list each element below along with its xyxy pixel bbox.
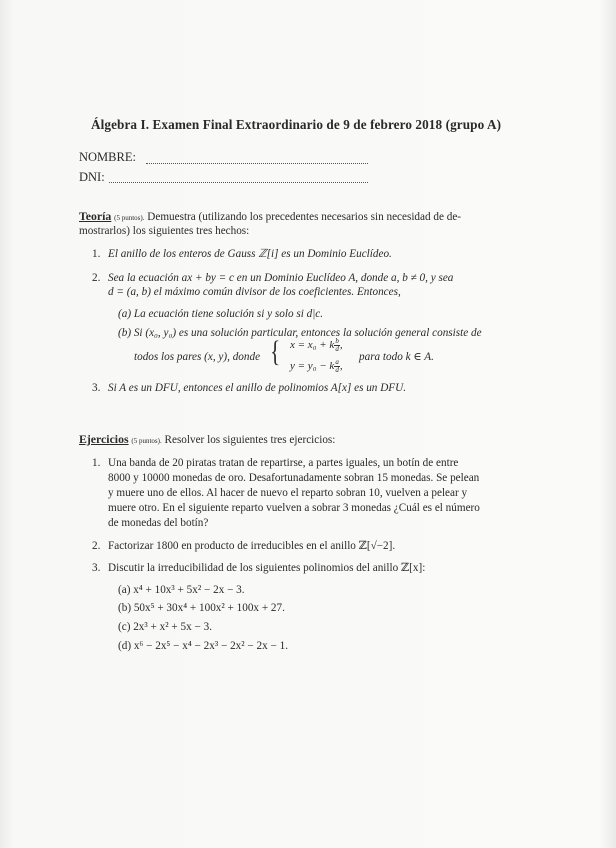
teoria-item-2a: (a) La ecuación tiene solución si y solo si d|c. [118, 308, 324, 320]
polynomial-item: (d) x⁶ − 2x⁵ − x⁴ − 2x³ − 2x² − 2x − 1. [118, 640, 288, 652]
teoria-item-number: 2. [92, 272, 101, 284]
ejercicio-item-number: 2. [92, 540, 101, 552]
ejercicios-intro [79, 432, 335, 449]
teoria-item-2b-suffix: para todo k ∈ A. [359, 351, 434, 363]
fraction-den: d [335, 366, 339, 374]
name-field-line [146, 163, 368, 164]
equation-x: x = x₀ + k $\frac{b}{d}$ , [290, 337, 343, 353]
teoria-points: (5 puntos). [114, 214, 145, 222]
polynomial-item: (a) x⁴ + 10x³ + 5x² − 2x − 3. [118, 584, 245, 596]
teoria-item-2b-prefix: todos los pares (x, y), donde [134, 351, 261, 363]
ejercicio-2: Factorizar 1800 en producto de irreducibles en el anillo ℤ[√−2]. [108, 540, 396, 552]
fraction-b-over-d [334, 338, 340, 353]
ejercicio-1-line: Una banda de 20 piratas tratan de repartirse, a partes iguales, un botín de entre [108, 457, 459, 469]
ejercicio-1-line: 8000 y 10000 monedas de oro. Desafortunadamente sobran 15 monedas. Se pelean [108, 472, 480, 484]
ejercicio-1-line: de monedas del botín? [108, 517, 209, 529]
left-brace: { [270, 335, 281, 368]
teoria-heading: Teoría [79, 209, 112, 223]
ejercicio-1-line: y muere uno de ellos. Al hacer de nuevo el reparto sobran 10, vuelven a pelear y [108, 487, 468, 499]
teoria-item-number: 1. [92, 248, 101, 260]
teoria-item-3: Si A es un DFU, entonces el anillo de polinomios A[x] es un DFU. [108, 382, 406, 394]
ejercicio-item-number: 1. [92, 457, 101, 469]
teoria-intro-line2: mostrarlos) los siguientes tres hechos: [79, 225, 250, 237]
teoria-intro-text: Demuestra (utilizando los precedentes necesarios sin necesidad de de- [147, 211, 462, 223]
fraction-a-over-d [334, 359, 340, 374]
teoria-item-number: 3. [92, 382, 101, 394]
ejercicios-intro-text: Resolver los siguientes tres ejercicios: [164, 434, 336, 446]
teoria-item-2b-line1: (b) Si (x₀, y₀) es una solución particular, entonces la solución general consiste de [118, 327, 482, 339]
exam-title: Álgebra I. Examen Final Extraordinario de 9 de febrero 2018 (grupo A) [91, 117, 502, 132]
fraction-den: d [335, 345, 339, 353]
ejercicio-item-number: 3. [92, 562, 101, 574]
polynomial-item: (c) 2x³ + x² + 5x − 3. [118, 621, 212, 633]
teoria-item-1: El anillo de los enteros de Gauss ℤ[i] es un Dominio Euclídeo. [108, 248, 392, 260]
teoria-item-2-line2: d = (a, b) el máximo común divisor de los coeficientes. Entonces, [108, 286, 401, 298]
fraction-num: b [335, 337, 339, 345]
ejercicio-1-line: muere otro. En el siguiente reparto vuelven a sobrar 3 monedas ¿Cuál es el número [108, 502, 480, 514]
equation-y: y = y₀ − k $\frac{a}{d}$ , [290, 358, 343, 374]
name-label: NOMBRE: [79, 150, 136, 164]
dni-field-line [109, 182, 368, 183]
dni-label: DNI: [79, 170, 105, 184]
equation-y-text: y = y₀ − k [290, 360, 335, 373]
ejercicio-3: Discutir la irreducibilidad de los siguientes polinomios del anillo ℤ[x]: [108, 562, 426, 574]
fraction-num: a [335, 358, 339, 366]
equation-x-text: x = x₀ + k [290, 339, 335, 352]
polynomial-item: (b) 50x⁵ + 30x⁴ + 100x² + 100x + 27. [118, 602, 285, 614]
ejercicios-heading: Ejercicios [79, 432, 129, 446]
teoria-item-2-line1: Sea la ecuación ax + by = c en un Dominio Euclídeo A, donde a, b ≠ 0, y sea [108, 272, 454, 284]
ejercicios-points: (5 puntos). [131, 437, 162, 445]
